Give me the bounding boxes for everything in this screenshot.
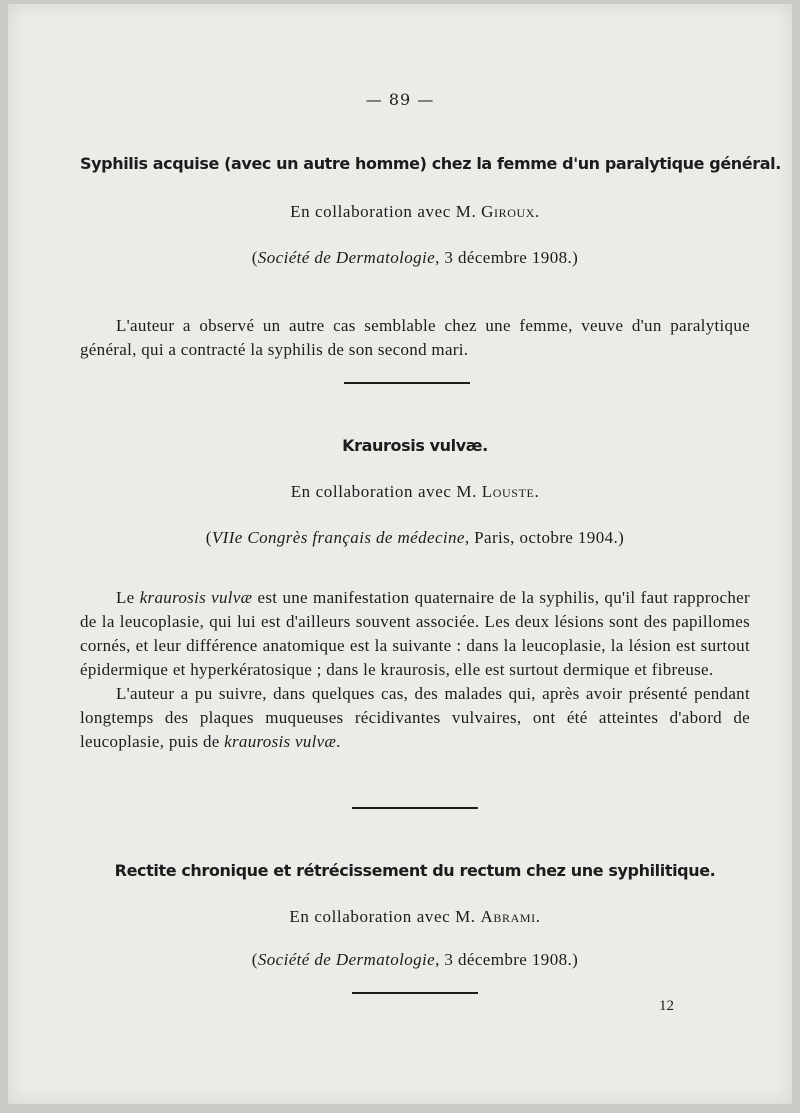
citation-source: Société de Dermatologie [257, 248, 436, 267]
section-divider [352, 992, 478, 994]
collaborator-name: Louste [481, 482, 535, 501]
italic-term: kraurosis vulvæ [224, 732, 337, 751]
collaborator-name: Giroux [481, 202, 536, 221]
collaborator-name: Abrami [480, 907, 536, 926]
section-syphilis-acquise [80, 154, 781, 173]
section-title: Syphilis acquise (avec un autre homme) chez la femme d'un paralytique général. [80, 154, 781, 173]
italic-term: kraurosis vulvæ [139, 588, 253, 607]
section-title: Rectite chronique et rétrécissement du rectum chez une syphilitique. [114, 861, 716, 880]
document-page [8, 4, 792, 1104]
citation-source: VIIe Congrès français de médecine [211, 528, 465, 547]
paragraph: L'auteur a observé un autre cas semblable chez une femme, veuve d'un paralytique général, qui a contracté la syphilis de son second mari. [80, 316, 750, 359]
collaboration-line: En collaboration avec M. Abrami. [289, 907, 541, 926]
citation-source: Société de Dermatologie [257, 950, 436, 969]
paragraph: L'auteur a pu suivre, dans quelques cas, des malades qui, après avoir présenté pendant longtemps des plaques muqueuses récidivantes vulvaires, ont été atteintes d'abord de leucoplasie, puis de kraurosis vulvæ. [80, 684, 750, 751]
citation-line: (Société de Dermatologie, 3 décembre 1908.) [251, 248, 579, 267]
collaboration-line: En collaboration avec M. Giroux. [290, 202, 540, 221]
section-rectite [80, 861, 750, 880]
page-number: — 89 — [365, 90, 435, 109]
paragraph: Le kraurosis vulvæ est une manifestation quaternaire de la syphilis, qu'il faut rapprocher de la leucoplasie, qui lui est d'ailleurs souvent associée. Les deux lésions sont des papillomes cornés, et leur différence anatomique est la suivante : dans la leucoplasie, la lésion est surtout épidermique et hyperkératosique ; dans le kraurosis, elle est surtout dermique et fibreuse. [80, 588, 750, 679]
section-divider [344, 382, 470, 384]
collaboration-line: En collaboration avec M. Louste. [290, 482, 540, 501]
section-kraurosis [80, 436, 750, 455]
citation-line: (VIIe Congrès français de médecine, Paris, octobre 1904.) [205, 528, 625, 547]
signature-mark: 12 [659, 998, 674, 1014]
citation-line: (Société de Dermatologie, 3 décembre 1908.) [251, 950, 579, 969]
section-body [80, 314, 750, 362]
section-body [80, 586, 750, 754]
section-divider [352, 807, 478, 809]
section-title: Kraurosis vulvæ. [342, 436, 488, 455]
